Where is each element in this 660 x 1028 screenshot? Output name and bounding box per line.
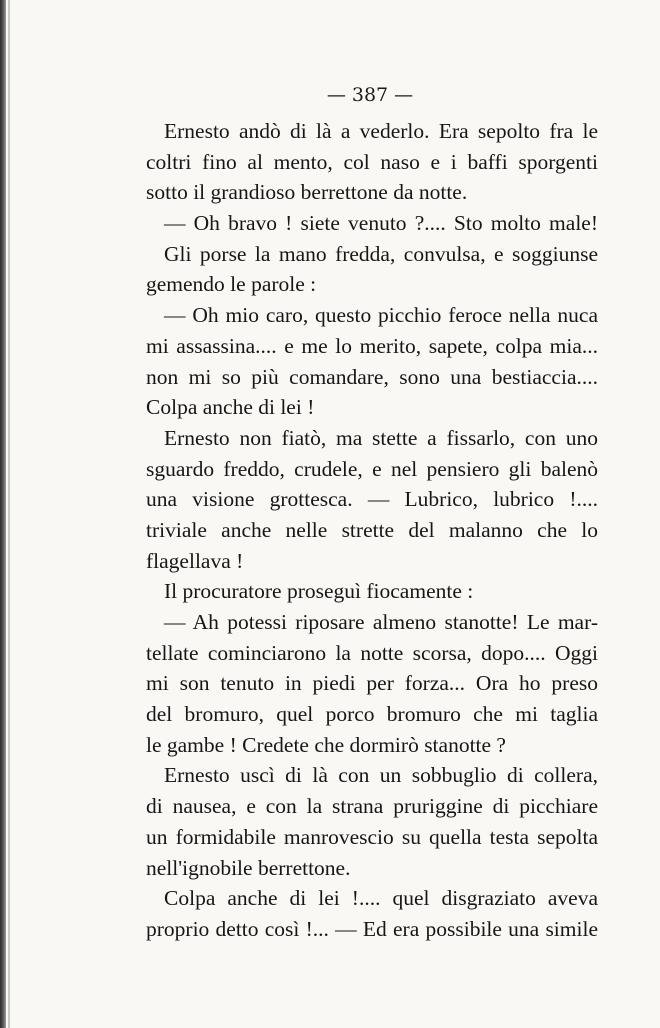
text-line: di nausea, e con la strana pruriggine di picchiare xyxy=(146,794,598,819)
text-line: nell'ignobile berrettone. xyxy=(146,855,351,880)
text-line: flagellava ! xyxy=(146,548,244,573)
text-line: coltri fino al mento, col naso e i baffi sporgenti xyxy=(146,149,598,174)
text-line: Colpa anche di lei !.... quel disgraziato aveva xyxy=(164,886,598,911)
text-line: del bromuro, quel porco bromuro che mi taglia xyxy=(146,702,598,727)
page-binding-shadow xyxy=(8,0,10,1028)
text-line: Colpa anche di lei ! xyxy=(146,395,315,420)
text-line: sguardo freddo, crudele, e nel pensiero gli balenò xyxy=(146,456,598,481)
text-line: — Ah potessi riposare almeno stanotte! Le mar- xyxy=(164,610,598,634)
text-line: mi assassina.... e me lo merito, sapete, colpa mia... xyxy=(146,333,598,358)
text-line: triviale anche nelle strette del malanno che lo xyxy=(146,517,598,542)
text-line: Ernesto uscì di là con un sobbuglio di collera, xyxy=(164,763,598,788)
text-line: sotto il grandioso berrettone da notte. xyxy=(146,180,468,205)
text-line: Il procuratore proseguì fiocamente : xyxy=(164,579,474,604)
text-line: gemendo le parole : xyxy=(146,272,317,297)
text-line: Ernesto non fiatò, ma stette a fissarlo, con uno xyxy=(164,425,598,450)
body-text xyxy=(146,116,598,945)
text-line: un formidabile manrovescio su quella testa sepolta xyxy=(146,824,598,849)
text-line: una visione grottesca. — Lubrico, lubrico !.... xyxy=(146,487,598,512)
text-line: tellate cominciarono la notte scorsa, dopo.... Oggi xyxy=(146,640,598,665)
text-line: non mi so più comandare, sono una bestiaccia.... xyxy=(146,364,598,389)
text-line: mi son tenuto in piedi per forza... Ora ho preso xyxy=(146,671,598,696)
page-binding-edge xyxy=(0,0,6,1028)
text-line: — Oh mio caro, questo picchio feroce nella nuca xyxy=(164,303,598,328)
text-line: Gli porse la mano fredda, convulsa, e soggiunse xyxy=(164,241,598,266)
text-line: Ernesto andò di là a vederlo. Era sepolto fra le xyxy=(164,119,598,143)
text-line: — Oh bravo ! siete venuto ?.... Sto molto male! xyxy=(164,211,598,236)
text-line: proprio detto così !... — Ed era possibile una simile xyxy=(146,916,598,941)
page-number: — 387 — xyxy=(326,84,414,106)
text-line: le gambe ! Credete che dormirò stanotte ? xyxy=(146,732,506,757)
